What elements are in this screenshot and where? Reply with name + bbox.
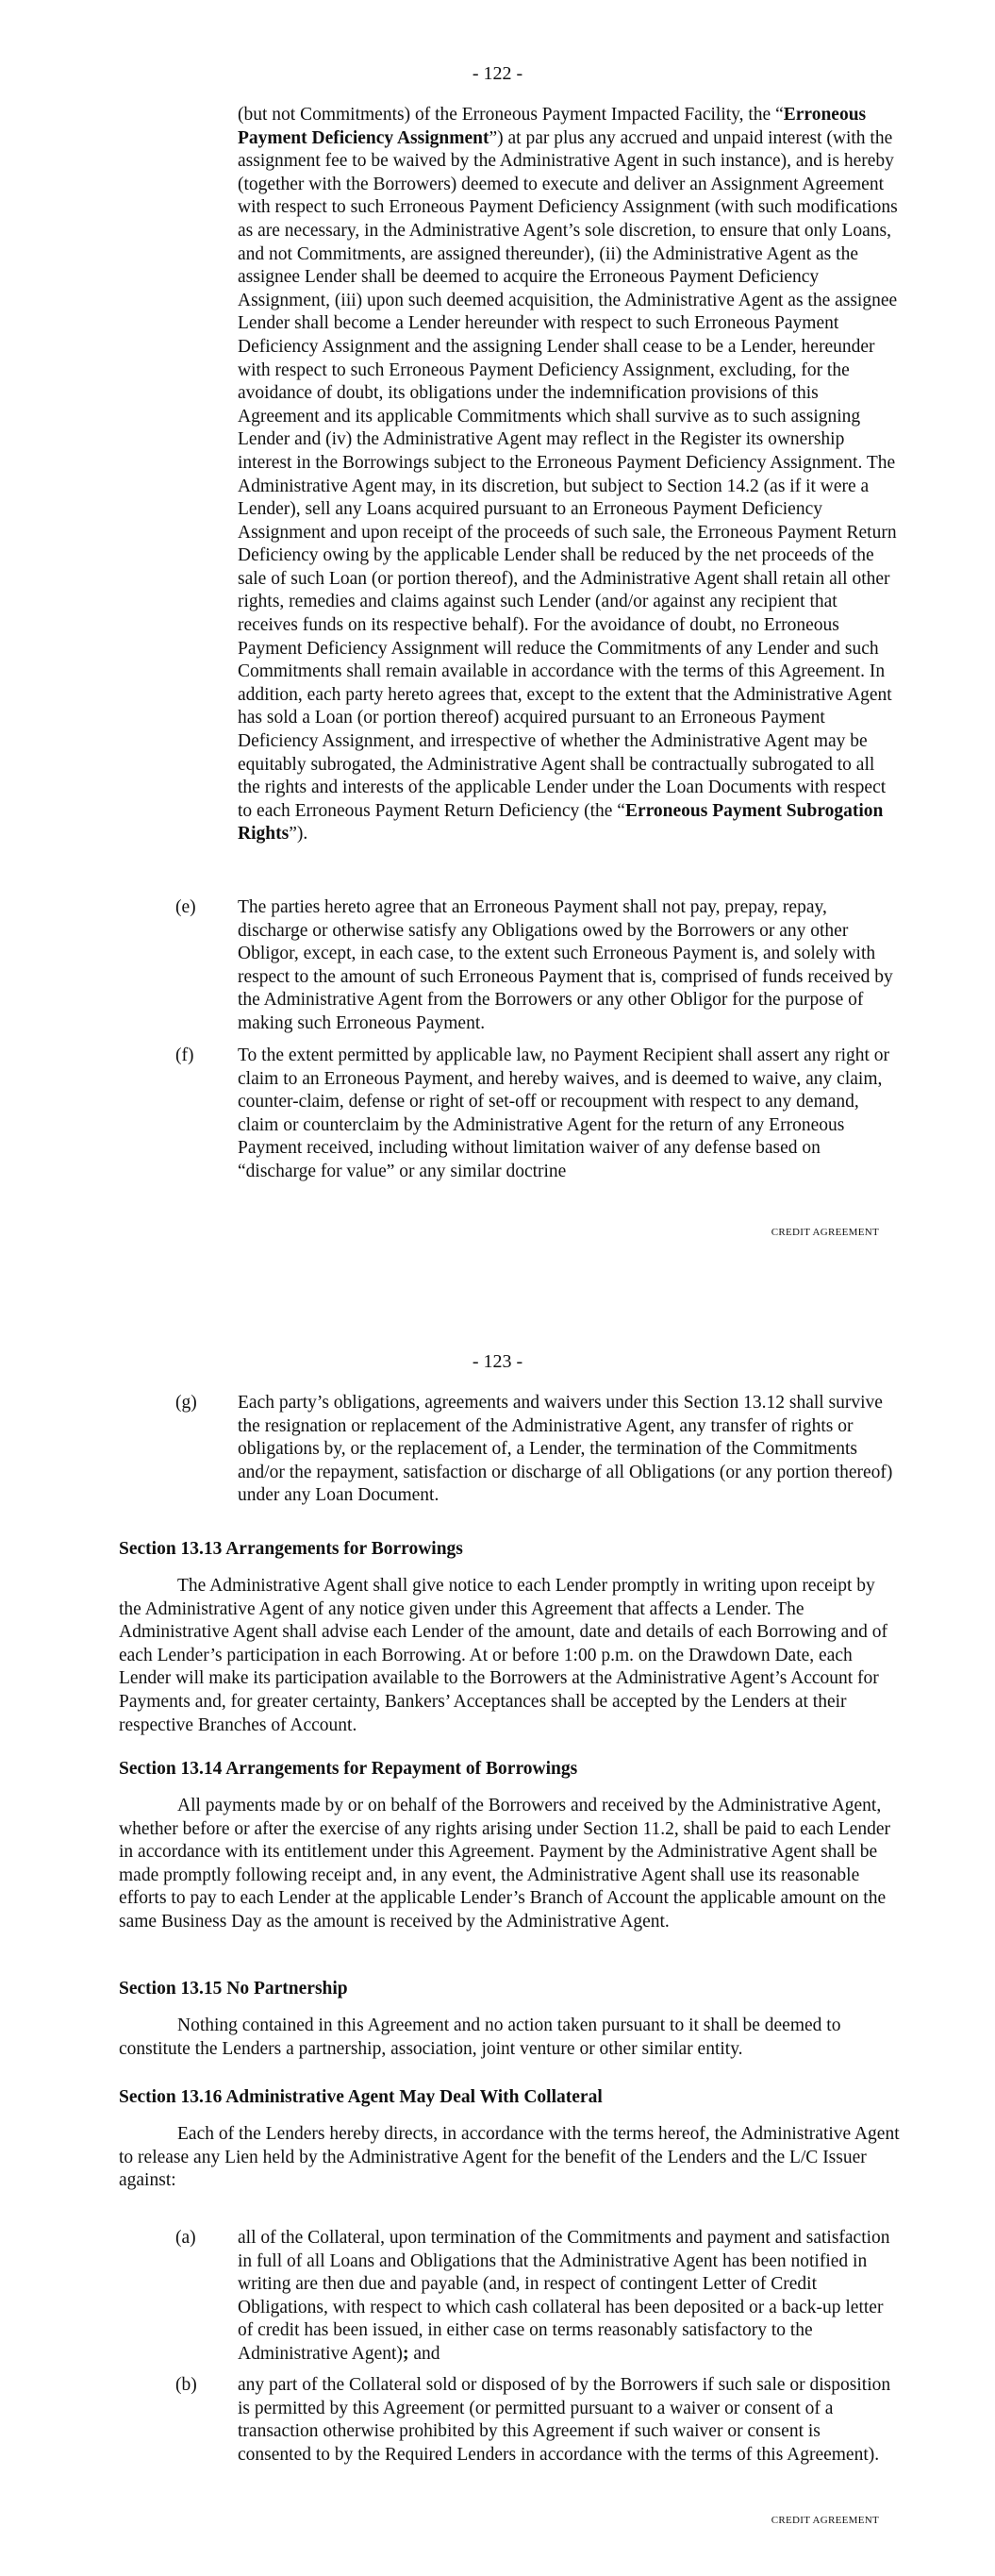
clause-label: (e) bbox=[175, 897, 196, 917]
footer-credit-agreement: CREDIT AGREEMENT bbox=[771, 2515, 879, 2526]
clause-label: (a) bbox=[175, 2228, 196, 2248]
page-123 bbox=[0, 1288, 995, 2576]
page-number: - 122 - bbox=[472, 63, 523, 84]
section-heading-13-14: Section 13.14 Arrangements for Repayment of Borrowings bbox=[119, 1759, 578, 1779]
continuation-text-3: ”). bbox=[289, 824, 308, 845]
defined-term-deficiency-assignment: Erroneous Payment Deficiency Assignment bbox=[238, 105, 867, 148]
section-heading-13-16: Section 13.16 Administrative Agent May Deal With Collateral bbox=[119, 2087, 603, 2107]
clause-label: (g) bbox=[175, 1393, 197, 1413]
footer-credit-agreement: CREDIT AGREEMENT bbox=[771, 1227, 879, 1238]
continuation-text-1: (but not Commitments) of the Erroneous Payment Impacted Facility, the “ bbox=[238, 105, 784, 125]
clause-text: To the extent permitted by applicable law, no Payment Recipient shall assert any right or claim to an Erroneous Payment, and hereby waives, and is deemed to waive, any claim, counter-claim, defense or right of set-off or recoupment with respect to any demand, claim or counterclaim by the Administrative Agent for the return of any Erroneous Payment received, including without limitation waiver of any defense based on “discharge for value” or any similar doctrine bbox=[238, 1045, 890, 1181]
continuation-paragraph bbox=[238, 104, 898, 846]
clause-a-semicolon: ; bbox=[402, 2343, 409, 2364]
page-number: - 123 - bbox=[472, 1351, 523, 1372]
clause-label: (f) bbox=[175, 1045, 194, 1065]
section-13-16-text: Each of the Lenders hereby directs, in accordance with the terms hereof, the Administrative Agent to release any Lien held by the Administrative Agent for the benefit of the Lenders and the L/C Issuer against: bbox=[119, 2124, 900, 2191]
section-13-15-text: Nothing contained in this Agreement and no action taken pursuant to it shall be deemed to constitute the Lenders a partnership, association, joint venture or other similar entity. bbox=[119, 2016, 841, 2059]
clause-text: The parties hereto agree that an Erroneous Payment shall not pay, prepay, repay, discharge or otherwise satisfy any Obligations owed by the Borrowers or any other Obligor, except, in each case, to the extent such Erroneous Payment is, and solely with respect to the amount of such Erroneous Payment that is, comprised of funds received by the Administrative Agent from the Borrowers or any other Obligor for the purpose of making such Erroneous Payment. bbox=[238, 897, 893, 1033]
clause-a-conjunction: and bbox=[408, 2343, 440, 2364]
section-heading-13-13: Section 13.13 Arrangements for Borrowings bbox=[119, 1539, 463, 1559]
section-13-13-text: The Administrative Agent shall give notice to each Lender promptly in writing upon receipt by the Administrative Agent of any notice given under this Agreement that affects a Lender. The Administrative Agent shall advise each Lender of the amount, date and details of each Borrowing and of each Lender’s participation in each Borrowing. At or before 1:00 p.m. on the Drawdown Date, each Lender will make its participation available to the Borrowers at the Administrative Agent’s Account for Payments and, for greater certainty, Bankers’ Acceptances shall be accepted by the Lenders at their respective Branches of Account. bbox=[119, 1576, 887, 1735]
continuation-text-2: ”) at par plus any accrued and unpaid interest (with the assignment fee to be waived by the Administrative Agent in such instance), and is hereby (together with the Borrowers) deemed to execute and deliver an Assignment Agreement with respect to such Erroneous Payment Deficiency Assignment (with such modifications as are necessary, in the Administrative Agent’s sole discretion, to ensure that only Loans, and not Commitments, are assigned thereunder), (ii) the Administrative Agent as the assignee Lender shall be deemed to acquire the Erroneous Payment Deficiency Assignment, (iii) upon such deemed acquisition, the Administrative Agent as the assignee Lender shall become a Lender hereunder with respect to such Erroneous Payment Deficiency Assignment and the assigning Lender shall cease to be a Lender, hereunder with respect to such Erroneous Payment Deficiency Assignment, excluding, for the avoidance of doubt, its obligations under the indemnification provisions of this Agreement and its applicable Commitments which shall survive as to such assigning Lender and (iv) the Administrative Agent may reflect in the Register its ownership interest in the Borrowings subject to the Erroneous Payment Deficiency Assignment. The Administrative Agent may, in its discretion, but subject to Section 14.2 (as if it were a Lender), sell any Loans acquired pursuant to an Erroneous Payment Deficiency Assignment and upon receipt of the proceeds of such sale, the Erroneous Payment Return Deficiency owing by the applicable Lender shall be reduced by the net proceeds of the sale of such Loan (or portion thereof), and the Administrative Agent shall retain all other rights, remedies and claims against such Lender (and/or against any recipient that receives funds on its respective behalf). For the avoidance of doubt, no Erroneous Payment Deficiency Assignment will reduce the Commitments of any Lender and such Commitments shall remain available in accordance with the terms of this Agreement. In addition, each party hereto agrees that, except to the extent that the Administrative Agent has sold a Loan (or portion thereof) acquired pursuant to an Erroneous Payment Deficiency Assignment, and irrespective of whether the Administrative Agent may be equitably subrogated, the Administrative Agent shall be contractually subrogated to all the rights and interests of the applicable Lender under the Loan Documents with respect to each Erroneous Payment Return Deficiency (the “ bbox=[238, 127, 898, 821]
clause-text: any part of the Collateral sold or disposed of by the Borrowers if such sale or disposition is permitted by this Agreement (or permitted pursuant to a waiver or consent of a transaction otherwise prohibited by this Agreement if such waiver or consent is consented to by the Required Lenders in accordance with the terms of this Agreement). bbox=[238, 2375, 891, 2465]
clause-a-body: all of the Collateral, upon termination of the Commitments and payment and satisfaction in full of all Loans and Obligations that the Administrative Agent has been notified in writing are then due and payable (and, in respect of contingent Letter of Credit Obligations, with respect to which cash collateral has been deposited or a back-up letter of credit has been issued, in either case on terms reasonably satisfactory to the Administrative Agent) bbox=[238, 2228, 890, 2364]
section-heading-13-15: Section 13.15 No Partnership bbox=[119, 1979, 348, 1999]
section-13-14-text: All payments made by or on behalf of the Borrowers and received by the Administrative Agent, whether before or after the exercise of any rights arising under Section 11.2, shall be paid to each Lender in accordance with its entitlement under this Agreement. Payment by the Administrative Agent shall be made promptly following receipt and, in any event, the Administrative Agent shall use its reasonable efforts to pay to each Lender at the applicable Lender’s Branch of Account the applicable amount on the same Business Day as the amount is received by the Administrative Agent. bbox=[119, 1796, 890, 1932]
defined-term-subrogation-rights: Erroneous Payment Subrogation Rights bbox=[238, 800, 884, 845]
clause-text: Each party’s obligations, agreements and waivers under this Section 13.12 shall survive the resignation or replacement of the Administrative Agent, any transfer of rights or obligations by, or the replacement of, a Lender, the termination of the Commitments and/or the repayment, satisfaction or discharge of all Obligations (or any portion thereof) under any Loan Document. bbox=[238, 1393, 893, 1506]
clause-text bbox=[238, 2227, 898, 2367]
clause-label: (b) bbox=[175, 2375, 197, 2395]
